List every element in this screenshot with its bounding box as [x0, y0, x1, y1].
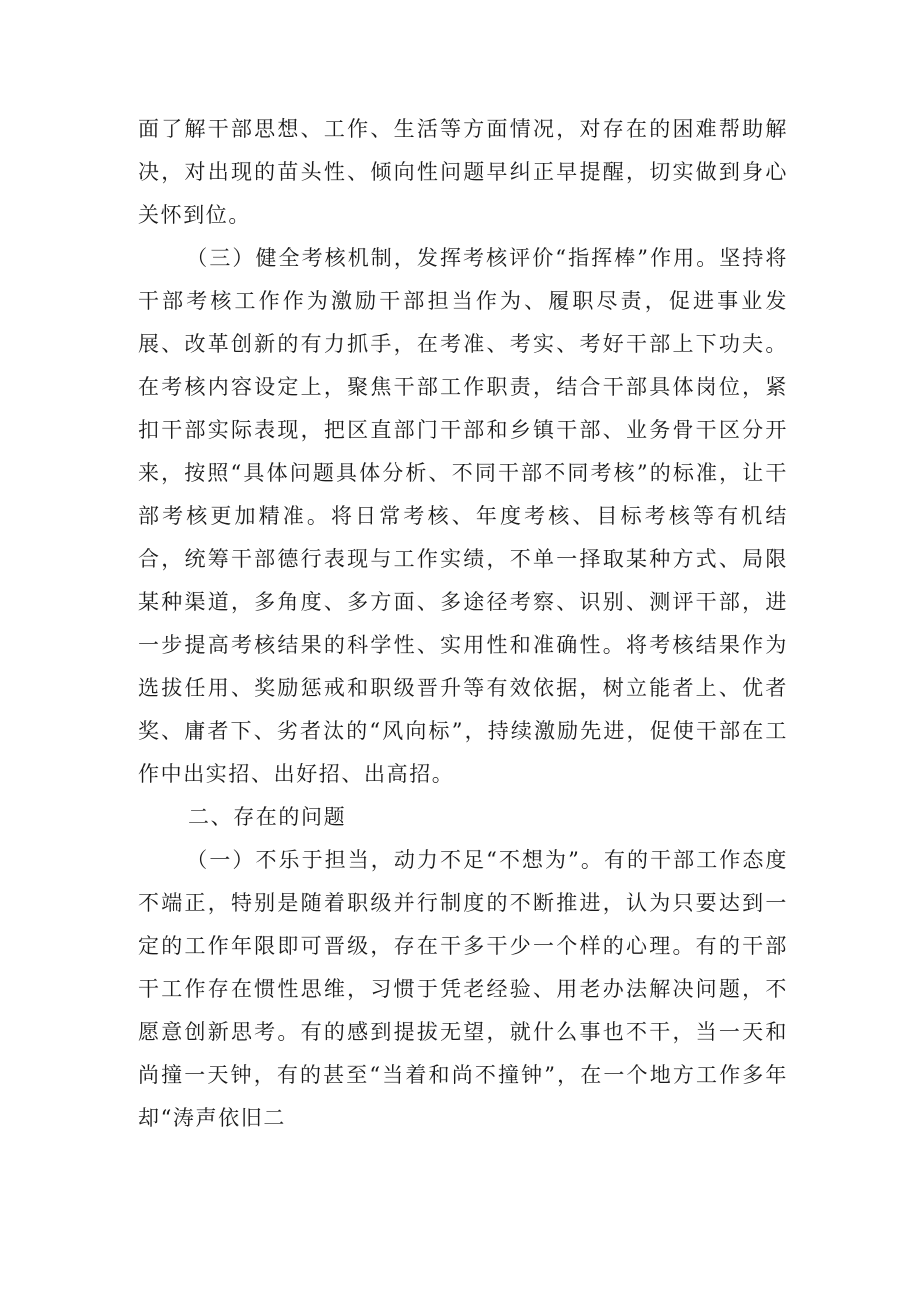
document-body	[138, 108, 788, 1140]
paragraph-continued: 面了解干部思想、工作、生活等方面情况，对存在的困难帮助解决，对出现的苗头性、倾向性问题早纠正早提醒，切实做到身心关怀到位。	[138, 117, 788, 227]
section-heading-problems: 二、存在的问题	[188, 805, 347, 829]
paragraph-problem-1: （一）不乐于担当，动力不足“不想为”。有的干部工作态度不端正，特别是随着职级并行制度的不断推进，认为只要达到一定的工作年限即可晋级，存在干多干少一个样的心理。有的干部干工作存在惯性思维，习惯于凭老经验、用老办法解决问题，不愿意创新思考。有的感到提拔无望，就什么事也不干，当一天和尚撞一天钟，有的甚至“当着和尚不撞钟”，在一个地方工作多年却“涛声依旧二	[138, 848, 788, 1130]
paragraph-section-3: （三）健全考核机制，发挥考核评价“指挥棒”作用。坚持将干部考核工作作为激励干部担当作为、履职尽责，促进事业发展、改革创新的有力抓手，在考准、考实、考好干部上下功夫。在考核内容设定上，聚焦干部工作职责，结合干部具体岗位，紧扣干部实际表现，把区直部门干部和乡镇干部、业务骨干区分开来，按照“具体问题具体分析、不同干部不同考核”的标准，让干部考核更加精准。将日常考核、年度考核、目标考核等有机结合，统筹干部德行表现与工作实绩，不单一择取某种方式、局限某种渠道，多角度、多方面、多途径考察、识别、测评干部，进一步提高考核结果的科学性、实用性和准确性。将考核结果作为选拔任用、奖励惩戒和职级晋升等有效依据，树立能者上、优者奖、庸者下、劣者汰的“风向标”，持续激励先进，促使干部在工作中出实招、出好招、出高招。	[138, 246, 788, 786]
